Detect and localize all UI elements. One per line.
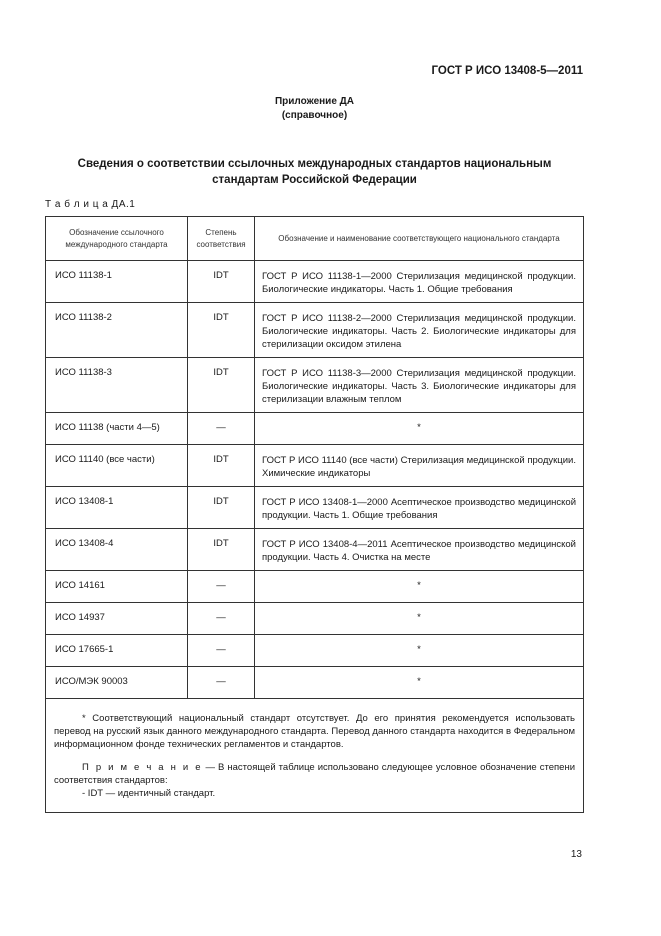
note-item: - IDT — идентичный стандарт. xyxy=(82,788,216,799)
table-row xyxy=(46,358,584,413)
cell-degree: — xyxy=(188,603,255,635)
cell-degree: — xyxy=(188,413,255,445)
table-row xyxy=(46,571,584,603)
note-paragraph xyxy=(54,761,575,787)
cell-national: ГОСТ Р ИСО 11140 (все части) Стерилизация медицинской продукции. Химические индикаторы xyxy=(255,445,584,487)
cell-ref: ИСО 14937 xyxy=(46,603,188,635)
cell-national: ГОСТ Р ИСО 13408-1—2000 Асептическое производство медицинской продукции. Часть 1. Общие требования xyxy=(255,487,584,529)
page-number: 13 xyxy=(570,849,582,860)
cell-ref: ИСО 11140 (все части) xyxy=(46,445,188,487)
cell-ref: ИСО 11138-1 xyxy=(46,261,188,303)
document-id: ГОСТ Р ИСО 13408-5—2011 xyxy=(431,65,583,77)
cell-ref: ИСО 11138 (части 4—5) xyxy=(46,413,188,445)
cell-degree: IDT xyxy=(188,358,255,413)
appendix-heading xyxy=(0,95,629,123)
header-ref-standard: Обозначение ссылочного международного стандарта xyxy=(46,217,188,261)
appendix-subtitle: (справочное) xyxy=(281,110,348,121)
table-footnote xyxy=(46,699,584,813)
header-degree: Степень соответствия xyxy=(188,217,255,261)
cell-national: ГОСТ Р ИСО 11138-2—2000 Стерилизация медицинской продукции. Биологические индикаторы. Часть 2. Биологические индикаторы для стерилизации оксидом этилена xyxy=(255,303,584,358)
cell-degree: — xyxy=(188,571,255,603)
footnote-text: * Соответствующий национальный стандарт отсутствует. До его принятия рекомендуется использовать перевод на русский язык данного международного стандарта. Перевод данного стандарта находится в Федеральном информационном фонде технических регламентов и стандартов. xyxy=(54,713,575,750)
cell-degree: IDT xyxy=(188,261,255,303)
cell-degree: IDT xyxy=(188,303,255,358)
cell-degree: — xyxy=(188,635,255,667)
table-row xyxy=(46,603,584,635)
table-footnote-row xyxy=(46,699,584,813)
table-caption: Т а б л и ц а ДА.1 xyxy=(45,199,136,210)
correspondence-table xyxy=(45,216,584,813)
cell-ref: ИСО 14161 xyxy=(46,571,188,603)
note-label: П р и м е ч а н и е xyxy=(82,762,203,773)
cell-ref: ИСО 11138-2 xyxy=(46,303,188,358)
cell-national: * xyxy=(255,603,584,635)
table-row xyxy=(46,529,584,571)
table-row xyxy=(46,261,584,303)
cell-degree: IDT xyxy=(188,529,255,571)
cell-national: * xyxy=(255,413,584,445)
cell-national: * xyxy=(255,667,584,699)
table-row xyxy=(46,635,584,667)
cell-national: * xyxy=(255,635,584,667)
table-row xyxy=(46,413,584,445)
note-text: — В настоящей таблице использовано следующее условное обозначение степени соответствия стандартов: xyxy=(54,762,575,786)
cell-ref: ИСО 17665-1 xyxy=(46,635,188,667)
cell-ref: ИСО 13408-4 xyxy=(46,529,188,571)
cell-ref: ИСО/МЭК 90003 xyxy=(46,667,188,699)
cell-national: ГОСТ Р ИСО 13408-4—2011 Асептическое производство медицинской продукции. Часть 4. Очистка на месте xyxy=(255,529,584,571)
table-header-row xyxy=(46,217,584,261)
cell-national: ГОСТ Р ИСО 11138-1—2000 Стерилизация медицинской продукции. Биологические индикаторы. Часть 1. Общие требования xyxy=(255,261,584,303)
table-row xyxy=(46,303,584,358)
cell-degree: — xyxy=(188,667,255,699)
table-row xyxy=(46,445,584,487)
cell-degree: IDT xyxy=(188,445,255,487)
section-title: Сведения о соответствии ссылочных международных стандартов национальным стандартам Российской Федерации xyxy=(77,158,552,186)
table-row xyxy=(46,487,584,529)
cell-national: ГОСТ Р ИСО 11138-3—2000 Стерилизация медицинской продукции. Биологические индикаторы. Часть 3. Биологические индикаторы для стерилизации влажным теплом xyxy=(255,358,584,413)
appendix-title: Приложение ДА xyxy=(274,96,355,107)
cell-ref: ИСО 13408-1 xyxy=(46,487,188,529)
header-national-standard: Обозначение и наименование соответствующего национального стандарта xyxy=(255,217,584,261)
cell-ref: ИСО 11138-3 xyxy=(46,358,188,413)
table-row xyxy=(46,667,584,699)
cell-national: * xyxy=(255,571,584,603)
cell-degree: IDT xyxy=(188,487,255,529)
